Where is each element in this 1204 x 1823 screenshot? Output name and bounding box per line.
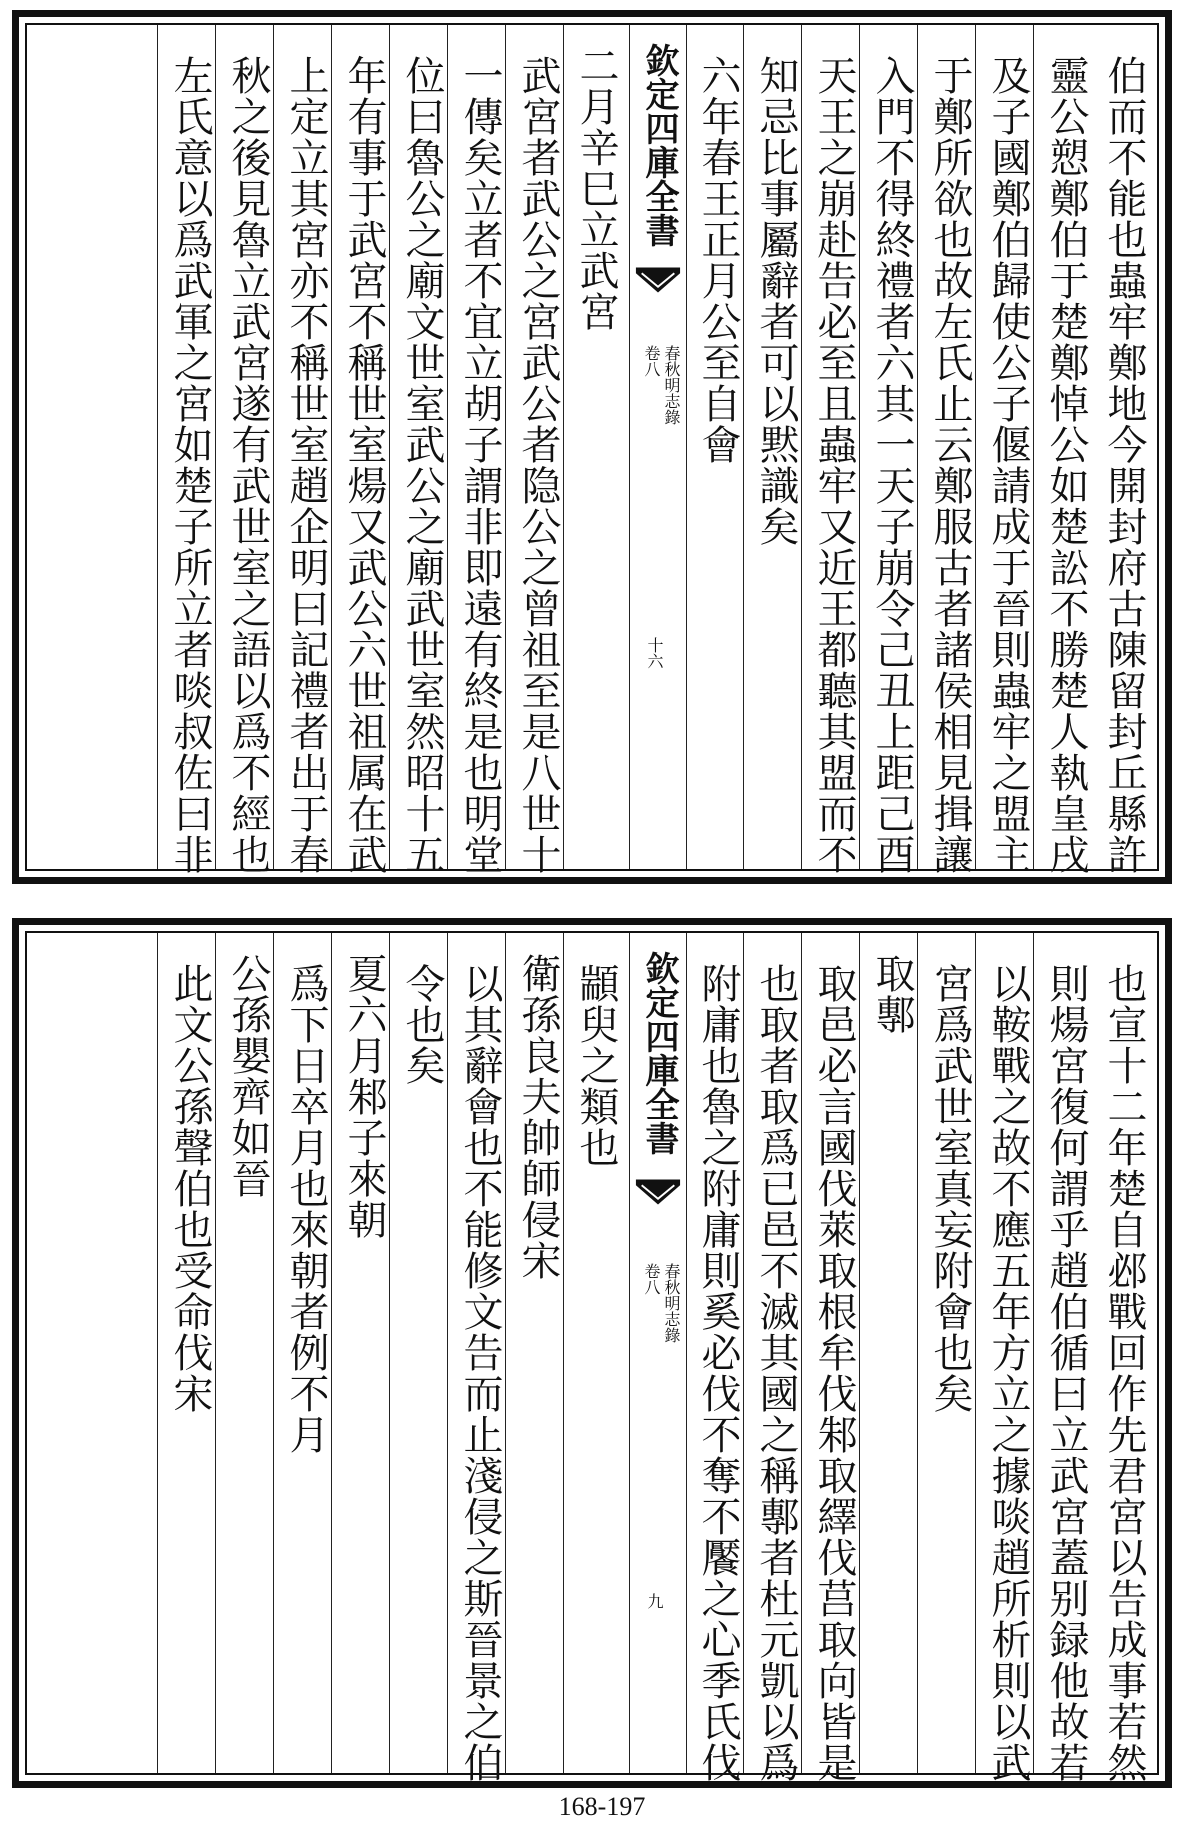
- column-text: 左氏意以爲武軍之宮如楚子所立者啖叔佐曰非: [167, 55, 213, 875]
- text-column: [685, 25, 751, 869]
- text-column: [801, 25, 867, 875]
- text-column: [157, 933, 223, 1773]
- text-column: [157, 25, 223, 875]
- text-column: [1091, 933, 1157, 1783]
- text-column: [859, 933, 925, 1773]
- column-text: 年有事于武宮不稱世室煬又武公六世祖属在武: [341, 55, 387, 875]
- column-text: 顓臾之類也: [573, 963, 619, 1168]
- text-column: [975, 25, 1041, 875]
- text-block-bottom: [27, 933, 1157, 1783]
- book-series-title: 欽定四庫全書: [639, 951, 679, 1155]
- column-text: 一傳矣立者不宜立胡子謂非即遠有終是也明堂: [457, 55, 503, 875]
- text-column: [1091, 25, 1157, 875]
- text-column: [801, 933, 867, 1783]
- text-column: [505, 25, 571, 875]
- fishtail-mark-icon: [634, 265, 682, 295]
- column-text: 武宮者武公之宮武公者隐公之曾祖至是八世十: [515, 55, 561, 875]
- column-text: 位曰魯公之廟文世室武公之廟武世室然昭十五: [399, 55, 445, 875]
- column-text: 六年春王正月公至自會: [695, 55, 741, 465]
- column-text: 知忌比事屬辭者可以黙識矣: [753, 55, 799, 547]
- folio-number: 九: [645, 1593, 664, 1609]
- text-column: [685, 933, 751, 1783]
- book-series-title: 欽定四庫全書: [639, 43, 679, 247]
- juan-number: 卷八: [642, 1263, 661, 1295]
- center-fold-column: [629, 933, 687, 1773]
- text-column: [1033, 933, 1099, 1783]
- text-column: [215, 933, 281, 1773]
- column-text: 取邑必言國伐萊取根牟伐邾取繹伐莒取向皆是: [811, 963, 857, 1783]
- column-text: 伯而不能也蟲牢鄭地今開封府古陳留封丘縣許: [1101, 55, 1147, 875]
- page-leaf-bottom: [12, 918, 1172, 1788]
- text-column: [389, 25, 455, 875]
- text-column: [331, 25, 397, 875]
- fishtail-mark-icon: [634, 1177, 682, 1207]
- text-column: [331, 933, 397, 1773]
- column-text: 則煬宮復何謂乎趙伯循曰立武宮蓋别録他故若: [1043, 963, 1089, 1783]
- page-leaf-top: [12, 10, 1172, 884]
- column-text: 宮爲武世室真妄附會也矣: [927, 963, 973, 1414]
- text-column: [447, 25, 513, 875]
- text-column: [215, 25, 281, 875]
- column-text: 及子國鄭伯歸使公子偃請成于晉則蟲牢之盟主: [985, 55, 1031, 875]
- column-text: 二月辛巳立武宮: [573, 45, 619, 332]
- text-column: [917, 933, 983, 1773]
- text-column: [563, 933, 629, 1773]
- column-text: 入門不得終禮者六其一天子崩令己丑上距己酉: [869, 55, 915, 875]
- text-column: [505, 933, 571, 1773]
- column-text: 夏六月邾子來朝: [341, 953, 387, 1240]
- text-block-top: [27, 25, 1157, 875]
- page-number: 168-197: [558, 1792, 646, 1821]
- column-text: 衛孫良夫帥師侵宋: [515, 953, 561, 1281]
- column-text: 取鄟: [869, 953, 915, 1035]
- center-fold-column: [629, 25, 687, 869]
- column-text: 爲下日卒月也來朝者例不月: [283, 963, 329, 1455]
- text-column: [563, 25, 629, 869]
- column-text: 天王之崩赴告必至且蟲牢又近王都聽其盟而不: [811, 55, 857, 875]
- column-text: 秋之後見魯立武宮遂有武世室之語以爲不經也: [225, 55, 271, 875]
- column-text: 上定立其宮亦不稱世室趙企明曰記禮者出于春: [283, 55, 329, 875]
- text-column: [975, 933, 1041, 1783]
- column-text: 令也矣: [399, 963, 445, 1086]
- text-column: [1033, 25, 1099, 875]
- juan-number: 卷八: [642, 345, 661, 377]
- folio-number: 十六: [645, 637, 664, 669]
- column-text: 靈公愬鄭伯于楚鄭悼公如楚訟不勝楚人執皇戌: [1043, 55, 1089, 875]
- text-column: [743, 933, 809, 1783]
- text-column: [917, 25, 983, 875]
- column-text: 以鞍戰之故不應五年方立之據啖趙所析則以武: [985, 963, 1031, 1783]
- column-text: 附庸也魯之附庸則奚必伐不奪不饜之心季氏伐: [695, 963, 741, 1783]
- column-text: 此文公孫聲伯也受命伐宋: [167, 963, 213, 1414]
- column-text: 也宣十二年楚自邲戰回作先君宮以告成事若然: [1101, 963, 1147, 1783]
- text-column: [273, 25, 339, 875]
- text-column: [447, 933, 513, 1783]
- book-title: 春秋明志錄: [662, 345, 681, 425]
- book-title: 春秋明志錄: [662, 1263, 681, 1343]
- text-column: [389, 933, 455, 1773]
- text-column: [743, 25, 809, 869]
- column-text: 于鄭所欲也故左氏止云鄭服古者諸侯相見揖讓: [927, 55, 973, 875]
- text-column: [273, 933, 339, 1773]
- column-text: 以其辭會也不能修文告而止淺侵之斯晉景之伯: [457, 963, 503, 1783]
- column-text: 公孫嬰齊如晉: [225, 953, 271, 1199]
- text-column: [859, 25, 925, 875]
- column-text: 也取者取爲已邑不滅其國之稱鄟者杜元凱以爲: [753, 963, 799, 1783]
